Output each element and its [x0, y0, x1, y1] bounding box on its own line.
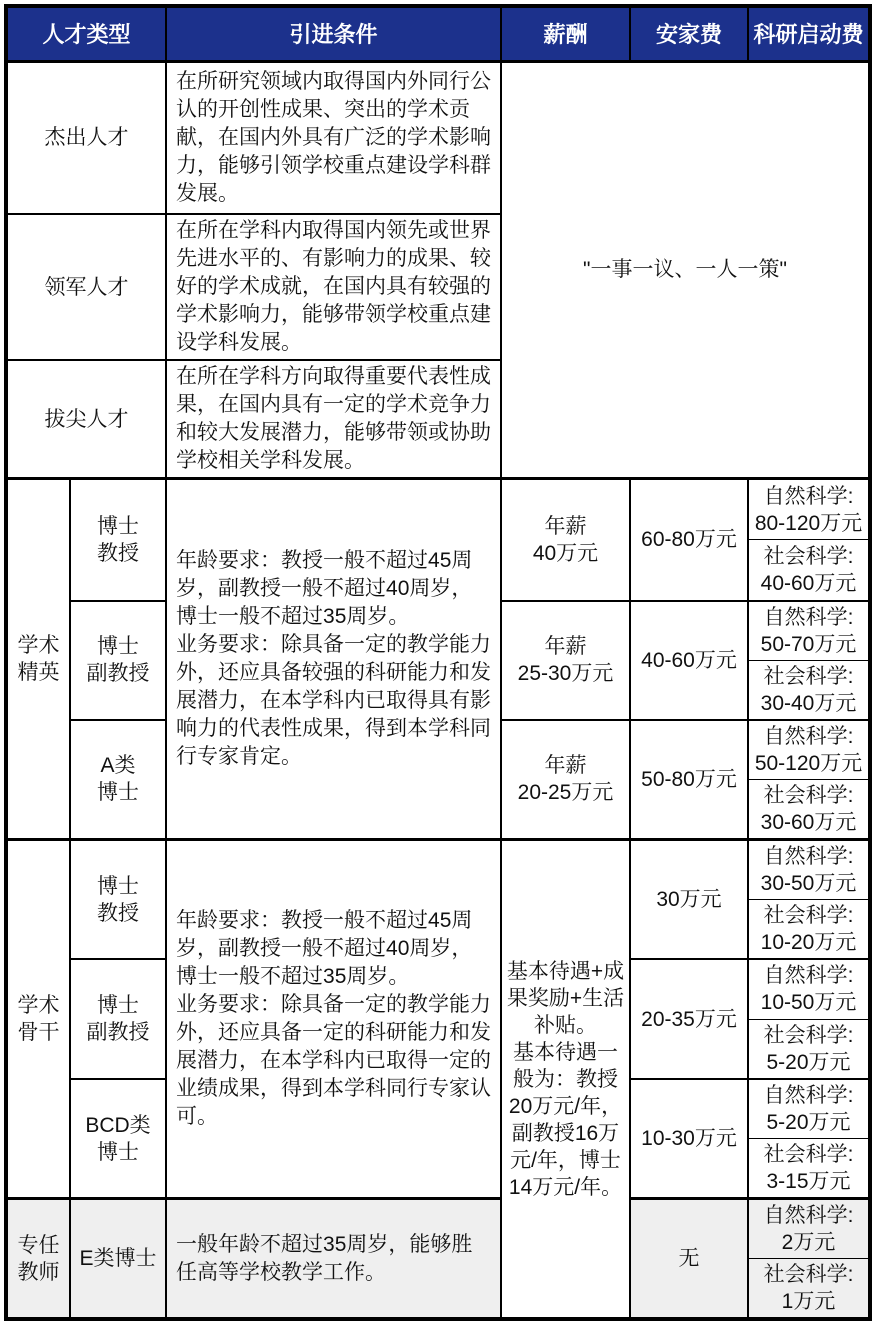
fund-label: 自然科学: — [763, 845, 854, 868]
fund-value: 30-60万元 — [760, 811, 857, 834]
group-label-line1: 学术 — [17, 634, 60, 657]
fund-label: 自然科学: — [763, 605, 854, 629]
fund-value: 3-15万元 — [766, 1170, 851, 1193]
fund-label: 自然科学: — [763, 964, 854, 988]
salary-line1: 年薪 — [544, 635, 587, 658]
fund-label: 社会科学: — [763, 784, 854, 807]
sub-label-line1: 博士 — [97, 994, 139, 1017]
fund-value: 2万元 — [781, 1231, 836, 1254]
condition-academic-elite — [166, 479, 501, 840]
fund-value: 5-20万元 — [766, 1050, 851, 1074]
group-label-academic-backbone — [6, 840, 70, 1199]
salary-line1: 年薪 — [544, 514, 587, 538]
fund-value: 30-40万元 — [760, 691, 857, 715]
fund-label: 社会科学: — [763, 904, 854, 927]
group-label-full-time-teacher — [6, 1199, 70, 1320]
fund-natural-backbone-phd-assoc-professor — [748, 959, 870, 1019]
fund-value: 50-120万元 — [754, 751, 863, 775]
salary-backbone-and-faculty — [501, 840, 630, 1320]
sub-label-line2: 博士 — [97, 1140, 139, 1164]
row-label-leading-talent: 领军人才 — [6, 214, 166, 360]
talent-recruitment-table — [4, 4, 872, 1321]
fund-value: 10-20万元 — [760, 931, 857, 954]
header-salary: 薪酬 — [501, 6, 630, 61]
salary-elite-phd-professor — [501, 479, 630, 601]
fund-value: 1万元 — [781, 1290, 836, 1313]
salary-detail-line: 基本待遇一般为：教授20万元/年，副教授16万元/年，博士14万元/年。 — [508, 1040, 623, 1199]
allowance-elite-phd-assoc-professor: 40-60万元 — [630, 601, 748, 720]
group-label-line1: 学术 — [17, 994, 60, 1017]
fund-social-backbone-phd-assoc-professor — [748, 1019, 870, 1079]
fund-label: 社会科学: — [763, 664, 854, 688]
allowance-backbone-phd-assoc-professor: 20-35万元 — [630, 959, 748, 1079]
fund-value: 50-70万元 — [760, 632, 857, 656]
allowance-backbone-bcd-phd: 10-30万元 — [630, 1079, 748, 1199]
sub-label-backbone-phd-professor — [70, 840, 166, 960]
fund-label: 自然科学: — [763, 484, 854, 508]
fund-natural-backbone-bcd-phd — [748, 1079, 870, 1139]
fund-label: 自然科学: — [763, 1084, 854, 1107]
group-label-academic-elite — [6, 479, 70, 840]
condition-top-talent: 在所在学科方向取得重要代表性成果，在国内具有一定的学术竞争力和较大发展潜力，能够带领或协助学校相关学科发展。 — [166, 360, 501, 479]
condition-age-requirement: 年龄要求：教授一般不超过45周岁，副教授一般不超过40周岁，博士一般不超过35周岁。 — [176, 549, 473, 628]
fund-natural-full-time-teacher — [748, 1199, 870, 1259]
fund-label: 社会科学: — [763, 1143, 854, 1166]
condition-age-requirement: 年龄要求：教授一般不超过45周岁，副教授一般不超过40周岁，博士一般不超过35周岁。 — [176, 909, 473, 988]
sub-label-line1: 博士 — [97, 514, 139, 538]
header-settling-allowance: 安家费 — [630, 6, 748, 61]
fund-label: 社会科学: — [763, 1023, 854, 1047]
sub-label-line2: 博士 — [97, 781, 139, 805]
row-label-outstanding-talent: 杰出人才 — [6, 61, 166, 214]
group-label-line2: 精英 — [17, 661, 60, 684]
fund-value: 80-120万元 — [754, 511, 863, 535]
fund-label: 自然科学: — [763, 724, 854, 748]
salary-elite-phd-assoc-professor — [501, 601, 630, 720]
condition-leading-talent: 在所在学科内取得国内领先或世界先进水平的、有影响力的成果、较好的学术成就，在国内具有较强的学术影响力，能够带领学校重点建设学科发展。 — [166, 214, 501, 360]
group-label-line1: 专任 — [17, 1233, 60, 1257]
fund-natural-elite-phd-assoc-professor — [748, 601, 870, 661]
header-conditions: 引进条件 — [166, 6, 501, 61]
allowance-elite-phd-professor: 60-80万元 — [630, 479, 748, 601]
fund-social-backbone-bcd-phd — [748, 1139, 870, 1199]
fund-value: 30-50万元 — [760, 872, 857, 895]
salary-package-line: 基本待遇+成果奖励+生活补贴。 — [506, 959, 625, 1037]
condition-academic-backbone — [166, 840, 501, 1199]
allowance-backbone-phd-professor: 30万元 — [630, 840, 748, 960]
fund-social-elite-phd-professor — [748, 540, 870, 601]
fund-natural-elite-class-a-phd — [748, 720, 870, 780]
sub-label-line1: BCD类 — [85, 1113, 151, 1137]
sub-label-elite-class-a-phd — [70, 720, 166, 840]
fund-label: 社会科学: — [763, 1263, 854, 1286]
sub-label-elite-phd-professor — [70, 479, 166, 601]
fund-social-elite-class-a-phd — [748, 780, 870, 840]
salary-line1: 年薪 — [544, 754, 587, 778]
sub-label-line1: A类 — [100, 754, 136, 778]
fund-social-full-time-teacher — [748, 1259, 870, 1320]
sub-label-line2: 副教授 — [86, 662, 150, 685]
negotiated-policy-cell: "一事一议、一人一策" — [501, 61, 870, 479]
group-label-line2: 教师 — [17, 1260, 60, 1284]
salary-line2: 20-25万元 — [517, 781, 614, 805]
fund-natural-elite-phd-professor — [748, 479, 870, 540]
group-label-line2: 骨干 — [17, 1021, 60, 1044]
sub-label-line2: 副教授 — [86, 1021, 150, 1044]
salary-line2: 25-30万元 — [517, 662, 614, 685]
condition-professional-requirement: 业务要求：除具备一定的教学能力外，还应具备较强的科研能力和发展潜力，在本学科内已取得具有影响力的代表性成果，得到本学科同行专家肯定。 — [176, 633, 492, 768]
fund-natural-backbone-phd-professor — [748, 840, 870, 900]
salary-elite-class-a-phd — [501, 720, 630, 840]
fund-value: 10-50万元 — [760, 991, 857, 1015]
row-label-top-talent: 拔尖人才 — [6, 360, 166, 479]
sub-label-line2: 教授 — [97, 541, 139, 565]
salary-line2: 40万元 — [532, 541, 599, 565]
sub-label-line1: 博士 — [97, 635, 139, 658]
sub-label-line1: 博士 — [97, 874, 139, 898]
condition-outstanding-talent: 在所研究领域内取得国内外同行公认的开创性成果、突出的学术贡献，在国内外具有广泛的学术影响力，能够引领学校重点建设学科群发展。 — [166, 61, 501, 214]
allowance-full-time-teacher: 无 — [630, 1199, 748, 1320]
fund-value: 5-20万元 — [766, 1111, 851, 1134]
sub-label-backbone-bcd-phd — [70, 1079, 166, 1199]
sub-label-backbone-phd-assoc-professor — [70, 959, 166, 1079]
fund-label: 社会科学: — [763, 544, 854, 568]
fund-value: 40-60万元 — [760, 571, 857, 595]
sub-label-line2: 教授 — [97, 901, 139, 925]
condition-full-time-teacher: 一般年龄不超过35周岁，能够胜任高等学校教学工作。 — [166, 1199, 501, 1320]
header-research-fund: 科研启动费 — [748, 6, 870, 61]
sub-label-elite-phd-assoc-professor — [70, 601, 166, 720]
sub-label-class-e-phd: E类博士 — [70, 1199, 166, 1320]
fund-label: 自然科学: — [763, 1204, 854, 1227]
fund-social-elite-phd-assoc-professor — [748, 660, 870, 720]
condition-professional-requirement: 业务要求：除具备一定的教学能力外，还应具备一定的科研能力和发展潜力，在本学科内已取得一定的业绩成果，得到本学科同行专家认可。 — [176, 993, 492, 1128]
header-talent-type: 人才类型 — [6, 6, 166, 61]
allowance-elite-class-a-phd: 50-80万元 — [630, 720, 748, 840]
fund-social-backbone-phd-professor — [748, 900, 870, 960]
